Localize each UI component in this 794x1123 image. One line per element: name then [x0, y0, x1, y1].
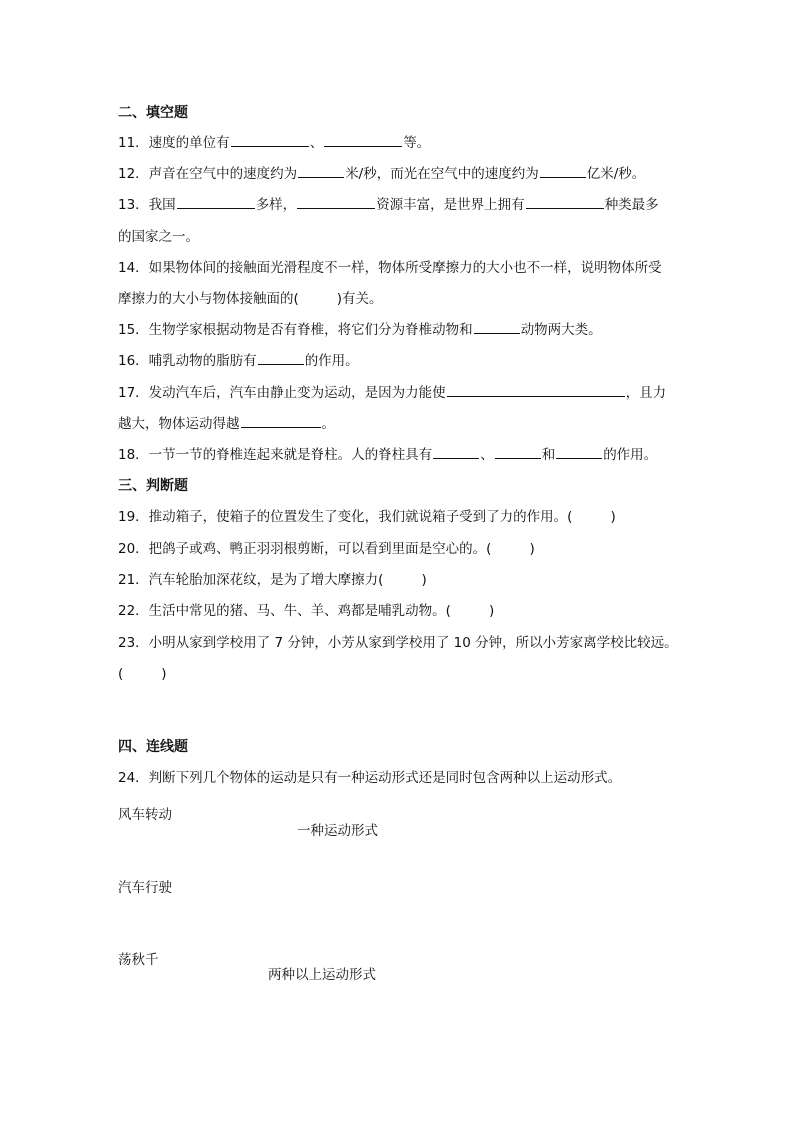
q19-text-a: 19．推动箱子，使箱子的位置发生了变化，我们就说箱子受到了力的作用。( — [118, 509, 573, 525]
q13-text-a: 13．我国 — [118, 197, 176, 213]
question-18 — [118, 446, 657, 464]
q20-text-b: ) — [529, 541, 535, 557]
question-24: 24．判断下列几个物体的运动是只有一种运动形式还是同时包含两种以上运动形式。 — [118, 770, 622, 786]
q18-blank-1[interactable] — [433, 446, 479, 459]
q17-blank-1[interactable] — [447, 384, 625, 397]
q14-text-a: 摩擦力的大小与物体接触面的( — [118, 291, 299, 307]
q13-text-d: 种类最多 — [604, 197, 659, 213]
question-14-line-1: 14．如果物体间的接触面光滑程度不一样，物体所受摩擦力的大小也不一样，说明物体所受 — [118, 260, 662, 276]
q23-text-b: ) — [161, 666, 167, 682]
q16-text-b: 的作用。 — [304, 353, 359, 369]
q17-text-line2b: 。 — [321, 416, 335, 432]
q22-text-b: ) — [488, 603, 495, 619]
question-17-line-2 — [118, 415, 335, 433]
question-15 — [118, 321, 602, 339]
q21-text-a: 21．汽车轮胎加深花纹，是为了增大摩擦力( — [118, 572, 384, 588]
q11-text-a: 11．速度的单位有 — [118, 135, 230, 151]
question-13 — [118, 196, 659, 214]
q11-text-c: 等。 — [403, 135, 431, 151]
q11-blank-2[interactable] — [324, 134, 402, 147]
question-19 — [118, 508, 616, 526]
q12-text-c: 亿米/秒。 — [586, 166, 646, 182]
question-14-line-2 — [118, 290, 383, 308]
q22-text-a: 22．生活中常见的猪、马、牛、羊、鸡都是哺乳动物。( — [118, 603, 451, 619]
match-right-item-single-motion[interactable]: 一种运动形式 — [297, 823, 378, 839]
q16-blank-1[interactable] — [258, 352, 304, 365]
q18-text-a: 18．一节一节的脊椎连起来就是脊柱。人的脊柱具有 — [118, 447, 433, 463]
q11-text-b: 、 — [309, 135, 324, 151]
question-16 — [118, 352, 359, 370]
question-11 — [118, 134, 430, 152]
q15-text-b: 动物两大类。 — [520, 322, 602, 338]
q11-blank-1[interactable] — [231, 134, 309, 147]
q18-blank-3[interactable] — [556, 446, 602, 459]
question-20 — [118, 540, 535, 558]
q21-text-b: ) — [421, 572, 427, 588]
q19-text-b: ) — [610, 509, 616, 525]
q13-text-b: 多样， — [255, 197, 297, 213]
match-left-item-windmill[interactable]: 风车转动 — [118, 807, 172, 823]
section-title-fill-blank: 二、填空题 — [118, 105, 188, 121]
section-title-matching: 四、连线题 — [118, 739, 188, 755]
q20-text-a: 20．把鸽子或鸡、鸭正羽羽根剪断，可以看到里面是空心的。( — [118, 541, 492, 557]
match-left-item-swing[interactable]: 荡秋千 — [118, 952, 159, 968]
question-21 — [118, 571, 427, 589]
q13-blank-3[interactable] — [526, 196, 604, 209]
match-left-item-car[interactable]: 汽车行驶 — [118, 880, 172, 896]
q15-text-a: 15．生物学家根据动物是否有脊椎，将它们分为脊椎动物和 — [118, 322, 473, 338]
q12-text-a: 12．声音在空气中的速度约为 — [118, 166, 298, 182]
q12-blank-1[interactable] — [298, 165, 344, 178]
q13-blank-2[interactable] — [297, 196, 375, 209]
q18-text-d: 的作用。 — [603, 447, 658, 463]
question-13-continued: 的国家之一。 — [118, 229, 199, 245]
q18-blank-2[interactable] — [495, 446, 541, 459]
question-17-line-1 — [118, 384, 666, 402]
q12-text-b: 米/秒，而光在空气中的速度约为 — [345, 166, 539, 182]
q17-text-line2a: 越大，物体运动得越 — [118, 416, 240, 432]
q23-text-a: ( — [118, 666, 124, 682]
q17-blank-2[interactable] — [241, 415, 321, 428]
q12-blank-2[interactable] — [540, 165, 586, 178]
q18-text-c: 和 — [541, 447, 556, 463]
q15-blank-1[interactable] — [474, 321, 520, 334]
q13-blank-1[interactable] — [177, 196, 255, 209]
q13-text-c: 资源丰富，是世界上拥有 — [376, 197, 525, 213]
question-23-line-2 — [118, 665, 167, 683]
q16-text-a: 16．哺乳动物的脂肪有 — [118, 353, 257, 369]
section-title-true-false: 三、判断题 — [118, 478, 188, 494]
question-12 — [118, 165, 645, 183]
q14-text-b: )有关。 — [336, 291, 383, 307]
question-23-line-1: 23．小明从家到学校用了 7 分钟，小芳从家到学校用了 10 分钟，所以小芳家离学校比较远。 — [118, 635, 678, 651]
q18-text-b: 、 — [480, 447, 494, 463]
q17-text-b: ，且力 — [625, 385, 667, 401]
question-22 — [118, 602, 494, 620]
match-right-item-multiple-motion[interactable]: 两种以上运动形式 — [268, 967, 376, 983]
q17-text-a: 17．发动汽车后，汽车由静止变为运动，是因为力能使 — [118, 385, 446, 401]
